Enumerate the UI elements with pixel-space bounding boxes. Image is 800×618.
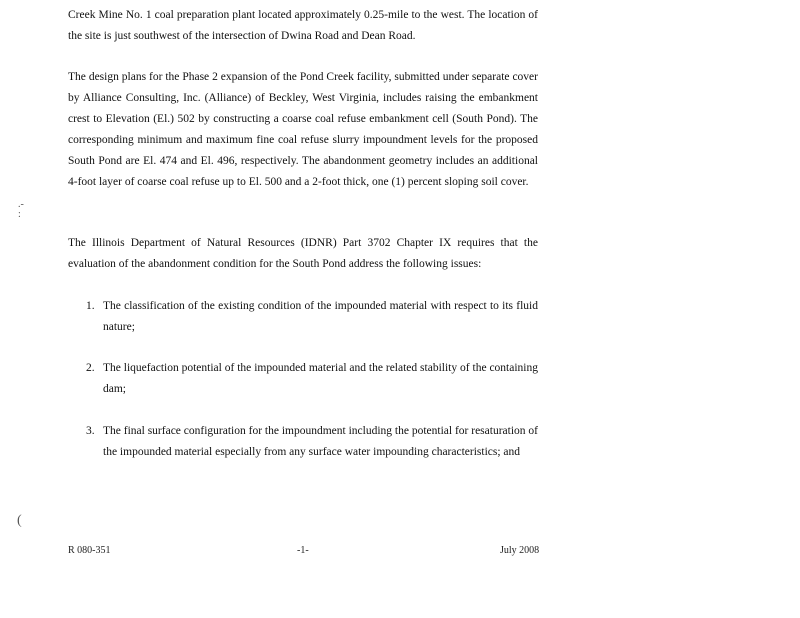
issue-number: 2.: [86, 362, 95, 374]
issue-list-item: [86, 358, 538, 400]
issue-number: 1.: [86, 300, 95, 312]
scan-margin-mark: (: [17, 513, 22, 528]
issue-list-item: [86, 421, 538, 463]
report-date: July 2008: [500, 545, 540, 556]
report-number: R 080-351: [68, 545, 111, 556]
issue-text: The classification of the existing condition of the impounded material with respect to its fluid nature;: [103, 300, 538, 333]
intro-paragraph: Creek Mine No. 1 coal preparation plant located approximately 0.25-mile to the west. The location of the site is just southwest of the intersection of Dwina Road and Dean Road.: [68, 9, 538, 42]
design-plans-paragraph: The design plans for the Phase 2 expansion of the Pond Creek facility, submitted under separate cover by Alliance Consulting, Inc. (Alliance) of Beckley, West Virginia, includes raising the embankment crest to Elevation (El.) 502 by constructing a coarse coal refuse embankment cell (South Pond). The corresponding minimum and maximum fine coal refuse slurry impoundment levels for the proposed South Pond are El. 474 and El. 496, respectively. The abandonment geometry includes an additional 4-foot layer of coarse coal refuse up to El. 500 and a 2-foot thick, one (1) percent sloping soil cover.: [68, 71, 538, 188]
issue-list-item: [86, 296, 538, 338]
scan-margin-mark: .- :: [18, 199, 24, 220]
page-number: -1-: [297, 545, 309, 556]
issue-number: 3.: [86, 425, 95, 437]
issue-text: The liquefaction potential of the impounded material and the related stability of the containing dam;: [103, 362, 538, 395]
issue-text: The final surface configuration for the impoundment including the potential for resaturation of the impounded material especially from any surface water impounding characteristics; and: [103, 425, 538, 458]
idnr-requirements-paragraph: The Illinois Department of Natural Resources (IDNR) Part 3702 Chapter IX requires that the evaluation of the abandonment condition for the South Pond address the following issues:: [68, 237, 538, 270]
